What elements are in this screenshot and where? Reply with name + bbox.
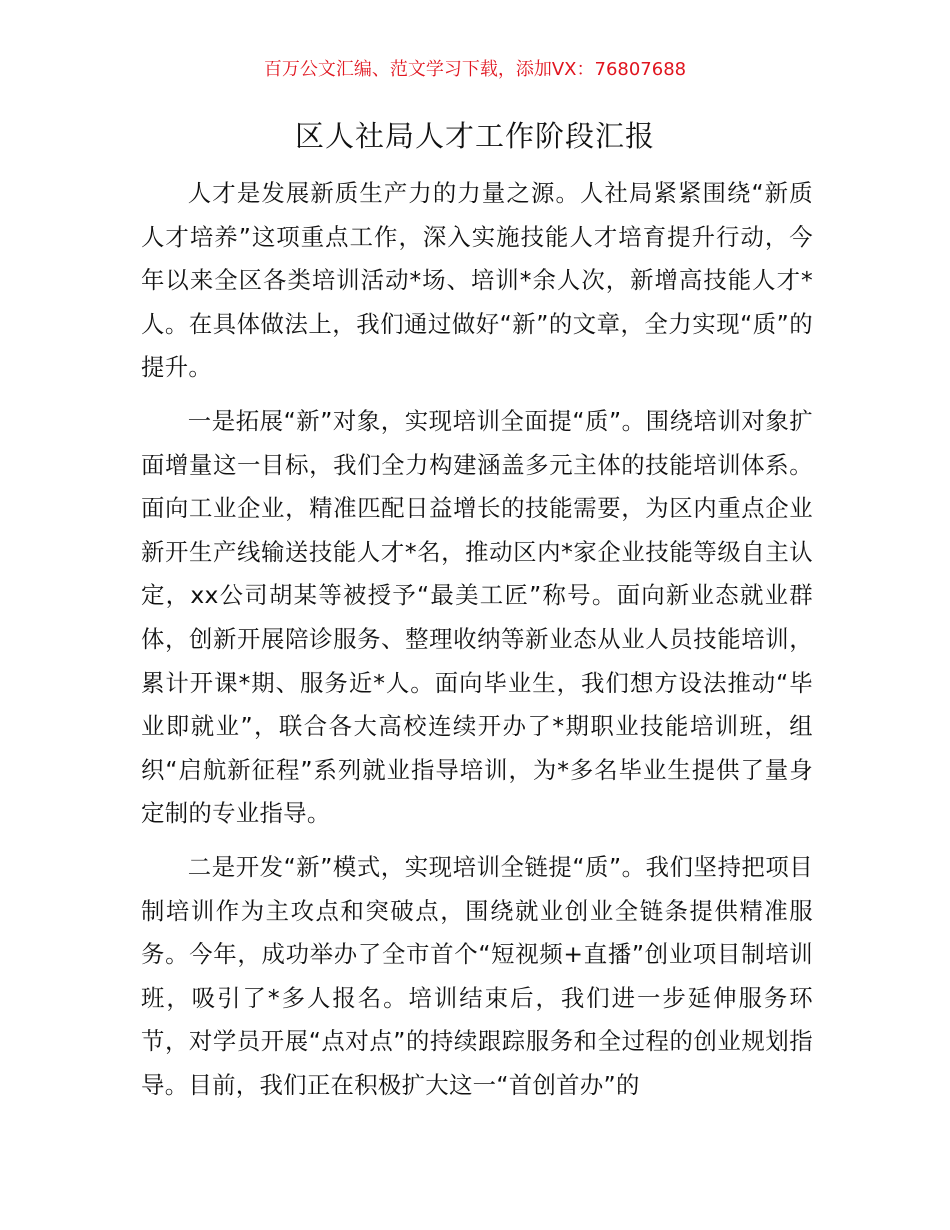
document-body (141, 172, 813, 1107)
paragraph-second-point: 二是开发“新”模式，实现培训全链提“质”。我们坚持把项目制培训作为主攻点和突破点，围绕就业创业全链条提供精准服务。今年，成功举办了全市首个“短视频+直播”创业项目制培训班，吸引了*多人报名。培训结束后，我们进一步延伸服务环节，对学员开展“点对点”的持续跟踪服务和全过程的创业规划指导。目前，我们正在积极扩大这一“首创首办”的 (141, 852, 813, 1099)
header-note: 百万公文汇编、范文学习下载，添加VX：76807688 (263, 59, 687, 80)
paragraph-intro: 人才是发展新质生产力的力量之源。人社局紧紧围绕“新质人才培养”这项重点工作，深入实施技能人才培育提升行动，今年以来全区各类培训活动*场、培训*余人次，新增高技能人才*人。在具体做法上，我们通过做好“新”的文章，全力实现“质”的提升。 (141, 179, 813, 382)
page-title: 区人社局人才工作阶段汇报 (294, 119, 655, 153)
paragraph-first-point: 一是拓展“新”对象，实现培训全面提“质”。围绕培训对象扩面增量这一目标，我们全力构建涵盖多元主体的技能培训体系。面向工业企业，精准匹配日益增长的技能需要，为区内重点企业新开生产线输送技能人才*名，推动区内*家企业技能等级自主认定，xx公司胡某等被授予“最美工匠”称号。面向新业态就业群体，创新开展陪诊服务、整理收纳等新业态从业人员技能培训，累计开课*期、服务近*人。面向毕业生，我们想方设法推动“毕业即就业”，联合各大高校连续开办了*期职业技能培训班，组织“启航新征程”系列就业指导培训，为*多名毕业生提供了量身定制的专业指导。 (141, 406, 813, 828)
